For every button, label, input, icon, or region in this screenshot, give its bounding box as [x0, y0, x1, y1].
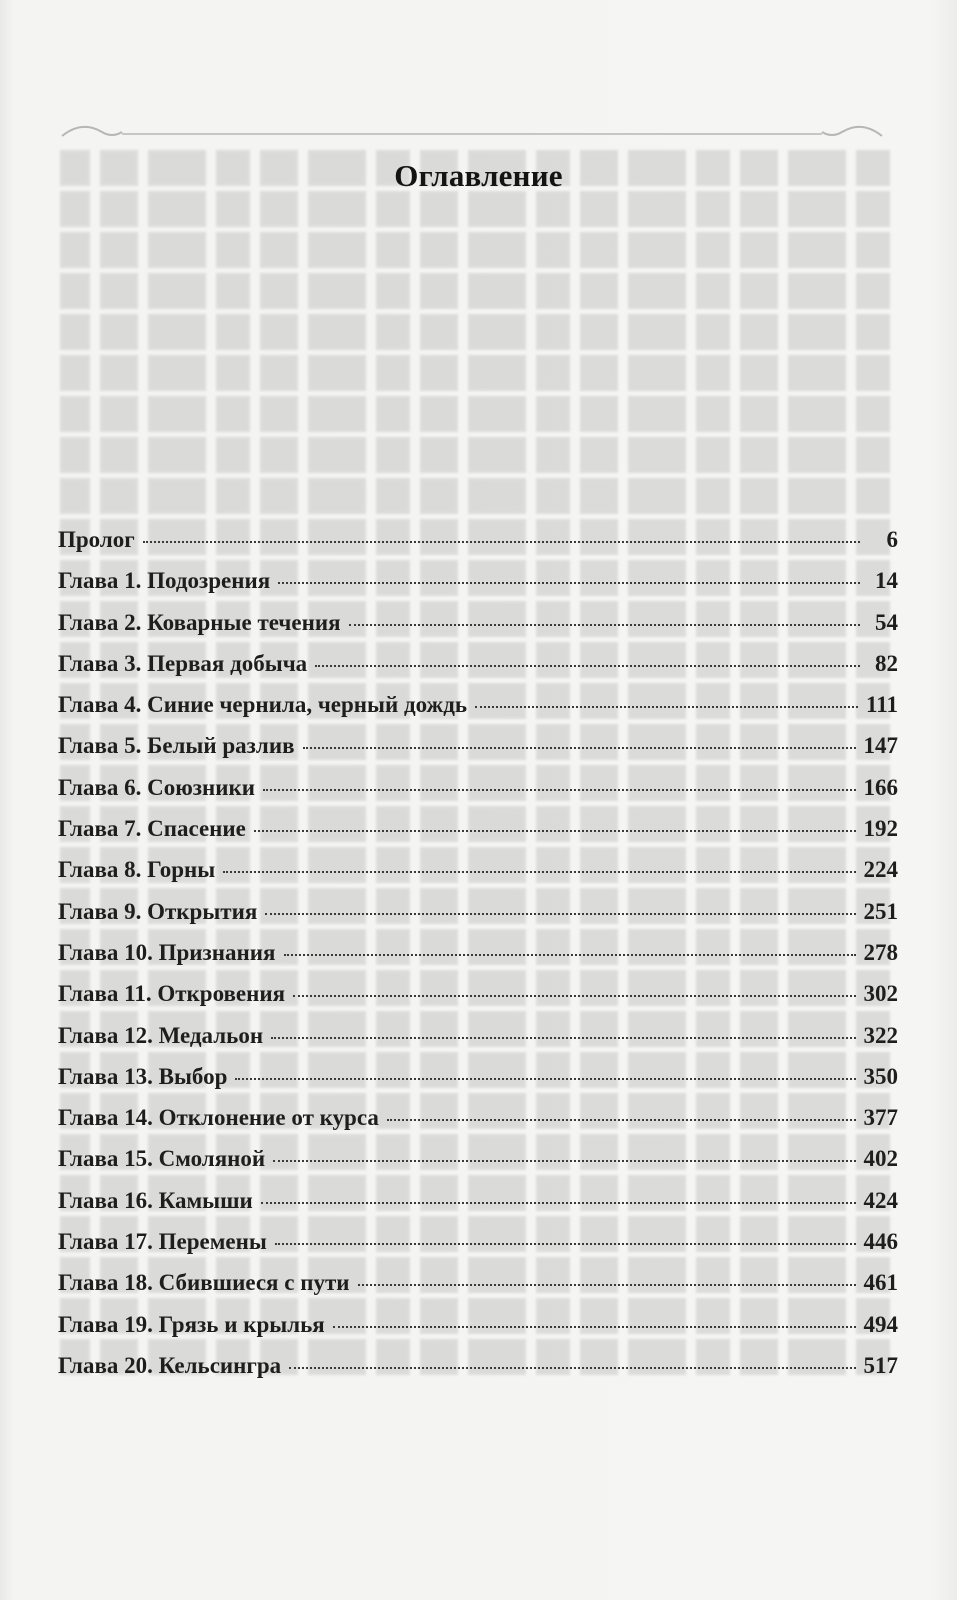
- toc-entry: [58, 1312, 898, 1353]
- dot-leader: [261, 1202, 856, 1204]
- toc-entry-page-number: 224: [863, 857, 898, 883]
- dot-leader: [284, 954, 856, 956]
- toc-entry-title: Глава 14. Отклонение от курса: [58, 1105, 379, 1131]
- toc-entry: [58, 651, 898, 692]
- toc-entry: [58, 857, 898, 898]
- toc-entry-title: Глава 6. Союзники: [58, 774, 256, 800]
- dot-leader: [333, 1326, 856, 1328]
- dot-leader: [387, 1119, 856, 1121]
- toc-entry-title: Глава 12. Медальон: [58, 1022, 264, 1048]
- toc-entry: [58, 1353, 898, 1394]
- dot-leader: [349, 624, 860, 626]
- dot-leader: [254, 830, 856, 832]
- dot-leader: [271, 1037, 855, 1039]
- toc-entry: [58, 775, 898, 816]
- toc-entry: [58, 1270, 898, 1311]
- toc-entry-page-number: 517: [863, 1352, 898, 1378]
- toc-entry-page-number: 192: [863, 816, 898, 842]
- toc-entry: [58, 1229, 898, 1270]
- dot-leader: [358, 1284, 856, 1286]
- dot-leader: [275, 1243, 856, 1245]
- dot-leader: [278, 582, 860, 584]
- toc-entry-title: Глава 16. Камыши: [58, 1187, 253, 1213]
- toc-entry: [58, 610, 898, 651]
- toc-entry: [58, 568, 898, 609]
- dot-leader: [475, 706, 858, 708]
- dot-leader: [265, 913, 855, 915]
- dot-leader: [289, 1367, 855, 1369]
- page-title: Оглавление: [394, 158, 563, 193]
- table-of-contents: [58, 527, 898, 1394]
- toc-entry-title: Глава 20. Кельсингра: [58, 1352, 282, 1378]
- toc-entry-page-number: 82: [875, 650, 898, 676]
- toc-entry-page-number: 424: [863, 1187, 898, 1213]
- toc-entry-page-number: 111: [866, 692, 898, 718]
- toc-entry-title: Глава 2. Коварные течения: [58, 609, 341, 635]
- toc-entry: [58, 899, 898, 940]
- toc-entry-title: Глава 9. Открытия: [58, 898, 258, 924]
- dot-leader: [223, 871, 855, 873]
- toc-entry-title: Глава 11. Откровения: [58, 981, 286, 1007]
- toc-entry-page-number: 251: [863, 898, 898, 924]
- toc-entry-title: Глава 7. Спасение: [58, 816, 246, 842]
- dot-leader: [263, 789, 855, 791]
- toc-entry-title: Глава 15. Смоляной: [58, 1146, 266, 1172]
- toc-entry: [58, 1146, 898, 1187]
- toc-entry: [58, 527, 898, 568]
- toc-entry-page-number: 302: [863, 981, 898, 1007]
- toc-entry: [58, 1023, 898, 1064]
- toc-entry-page-number: 278: [863, 939, 898, 965]
- toc-entry-page-number: 350: [863, 1063, 898, 1089]
- dot-leader: [273, 1160, 855, 1162]
- toc-entry-title: Глава 13. Выбор: [58, 1063, 228, 1089]
- toc-entry: [58, 692, 898, 733]
- toc-entry-title: Глава 1. Подозрения: [58, 568, 271, 594]
- toc-entry-title: Глава 8. Горны: [58, 857, 216, 883]
- toc-entry-page-number: 322: [863, 1022, 898, 1048]
- toc-entry-title: Глава 17. Перемены: [58, 1229, 267, 1255]
- toc-entry: [58, 816, 898, 857]
- toc-entry-page-number: 446: [863, 1229, 898, 1255]
- toc-entry: [58, 1064, 898, 1105]
- dot-leader: [303, 747, 856, 749]
- toc-entry-title: Глава 10. Признания: [58, 939, 276, 965]
- toc-entry-title: Глава 3. Первая добыча: [58, 650, 308, 676]
- toc-entry-page-number: 147: [863, 733, 898, 759]
- toc-entry-page-number: 494: [863, 1311, 898, 1337]
- toc-entry-title: Глава 5. Белый разлив: [58, 733, 295, 759]
- toc-entry-title: Глава 18. Сбившиеся с пути: [58, 1270, 350, 1296]
- toc-entry-page-number: 54: [875, 609, 898, 635]
- toc-entry-title: Пролог: [58, 527, 135, 552]
- dot-leader: [143, 541, 860, 543]
- toc-entry-page-number: 14: [875, 568, 898, 594]
- toc-entry-page-number: 461: [863, 1270, 898, 1296]
- dot-leader: [293, 995, 855, 997]
- toc-entry-title: Глава 19. Грязь и крылья: [58, 1311, 325, 1337]
- toc-entry: [58, 981, 898, 1022]
- toc-entry: [58, 733, 898, 774]
- toc-entry-title: Глава 4. Синие чернила, черный дождь: [58, 692, 468, 718]
- toc-entry-page-number: 166: [863, 774, 898, 800]
- toc-entry-page-number: 402: [863, 1146, 898, 1172]
- toc-entry: [58, 940, 898, 981]
- toc-entry: [58, 1188, 898, 1229]
- toc-entry: [58, 1105, 898, 1146]
- toc-entry-page-number: 6: [886, 527, 898, 552]
- dot-leader: [235, 1078, 855, 1080]
- toc-entry-page-number: 377: [863, 1105, 898, 1131]
- dot-leader: [315, 665, 860, 667]
- header-ornament: [52, 110, 892, 146]
